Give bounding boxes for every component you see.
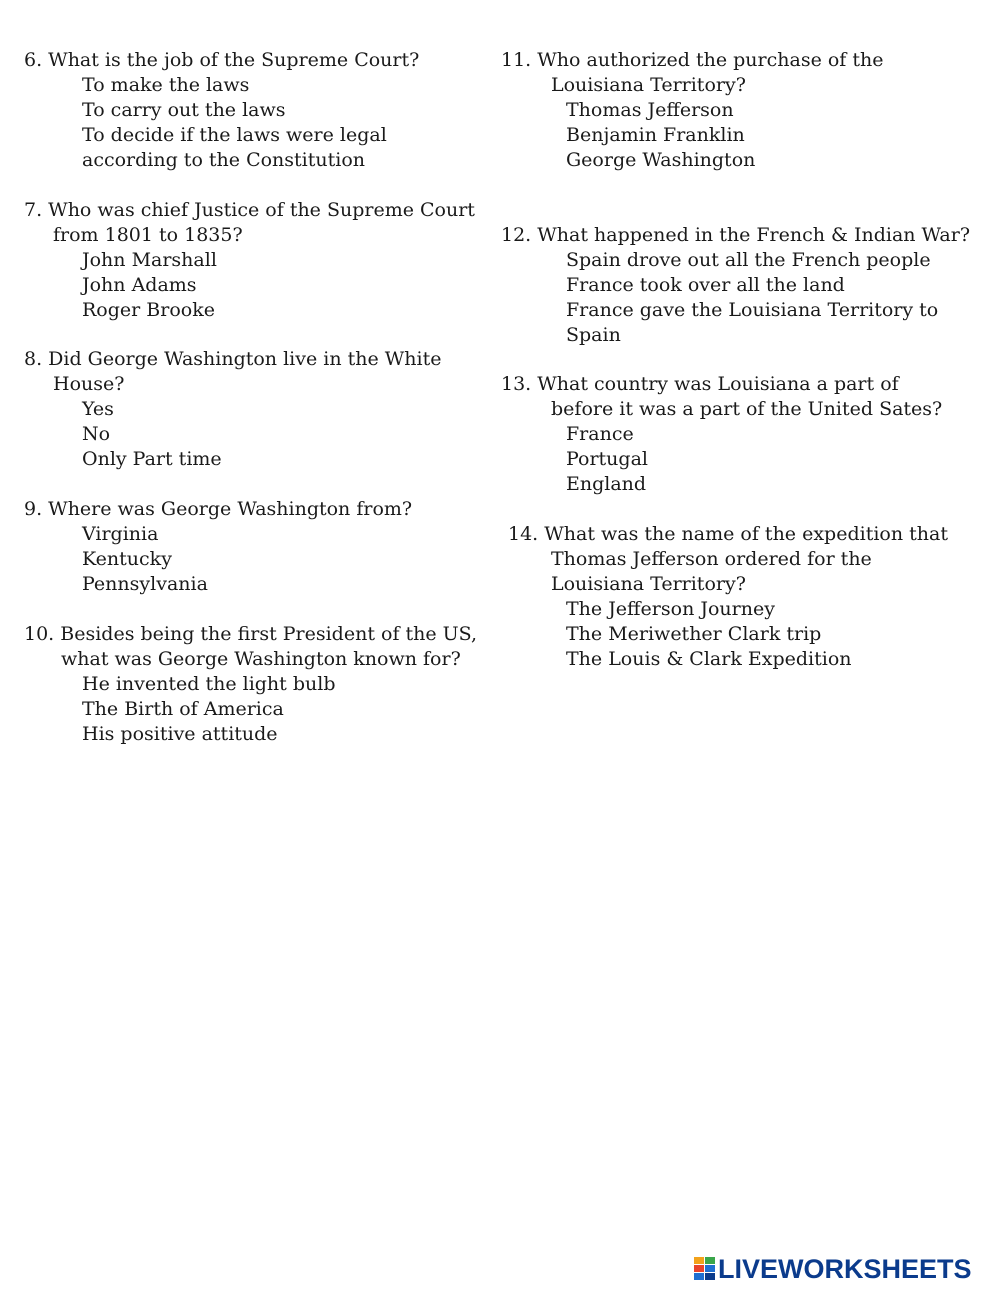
answer-option[interactable]: The Meriwether Clark trip	[566, 623, 822, 645]
question-text: 10. Besides being the first President of the US,	[24, 623, 478, 645]
question-14	[508, 522, 948, 672]
answer-option[interactable]: Yes	[82, 398, 114, 420]
answer-option[interactable]: Kentucky	[82, 548, 172, 570]
liveworksheets-logo	[694, 1254, 972, 1284]
answer-option[interactable]: George Washington	[566, 149, 756, 171]
question-10	[24, 622, 477, 747]
question-text: 8. Did George Washington live in the White	[24, 348, 442, 370]
answer-option[interactable]: The Birth of America	[82, 698, 284, 720]
liveworksheets-mark-icon	[694, 1257, 716, 1281]
question-12	[501, 223, 970, 348]
question-text: 7. Who was chief Justice of the Supreme Court	[24, 199, 475, 221]
question-text: before it was a part of the United Sates?	[551, 398, 943, 420]
answer-option[interactable]: France gave the Louisiana Territory to	[566, 299, 939, 321]
answer-option[interactable]: The Louis & Clark Expedition	[566, 648, 852, 670]
answer-option[interactable]: Only Part time	[82, 448, 222, 470]
question-text: 14. What was the name of the expedition that	[508, 523, 948, 545]
question-text: 9. Where was George Washington from?	[24, 498, 413, 520]
answer-option[interactable]: The Jefferson Journey	[566, 598, 775, 620]
answer-option[interactable]: John Marshall	[82, 249, 217, 271]
question-text: Louisiana Territory?	[551, 74, 746, 96]
answer-option[interactable]: France	[566, 423, 634, 445]
brand-name: LIVEWORKSHEETS	[718, 1253, 972, 1284]
question-text: 6. What is the job of the Supreme Court?	[24, 49, 420, 71]
answer-option[interactable]: Virginia	[82, 523, 159, 545]
question-text: from 1801 to 1835?	[53, 224, 243, 246]
answer-option[interactable]: He invented the light bulb	[82, 673, 336, 695]
question-7	[24, 198, 475, 323]
answer-option[interactable]: Thomas Jefferson	[566, 99, 734, 121]
question-text: 11. Who authorized the purchase of the	[501, 49, 884, 71]
answer-option[interactable]: France took over all the land	[566, 274, 845, 296]
answer-option[interactable]: His positive attitude	[82, 723, 278, 745]
question-text: Louisiana Territory?	[551, 573, 746, 595]
question-text: Thomas Jefferson ordered for the	[551, 548, 872, 570]
question-text: House?	[53, 373, 125, 395]
answer-option-continuation: Spain	[566, 324, 621, 346]
question-11	[501, 48, 884, 173]
question-13	[501, 372, 942, 497]
answer-option[interactable]: Portugal	[566, 448, 648, 470]
answer-option[interactable]: To carry out the laws	[82, 99, 286, 121]
question-9	[24, 497, 412, 597]
question-text: 13. What country was Louisiana a part of	[501, 373, 899, 395]
answer-option[interactable]: To make the laws	[82, 74, 250, 96]
question-text: 12. What happened in the French & Indian War?	[501, 224, 971, 246]
answer-option[interactable]: Benjamin Franklin	[566, 124, 745, 146]
answer-option[interactable]: No	[82, 423, 111, 445]
question-6	[24, 48, 419, 173]
question-8	[24, 347, 442, 472]
answer-option[interactable]: Spain drove out all the French people	[566, 249, 931, 271]
answer-option[interactable]: Roger Brooke	[82, 299, 215, 321]
answer-option[interactable]: John Adams	[82, 274, 197, 296]
answer-option[interactable]: To decide if the laws were legal	[82, 124, 387, 146]
answer-option[interactable]: England	[566, 473, 647, 495]
answer-option-continuation: according to the Constitution	[82, 149, 366, 171]
question-text: what was George Washington known for?	[61, 648, 461, 670]
answer-option[interactable]: Pennsylvania	[82, 573, 208, 595]
